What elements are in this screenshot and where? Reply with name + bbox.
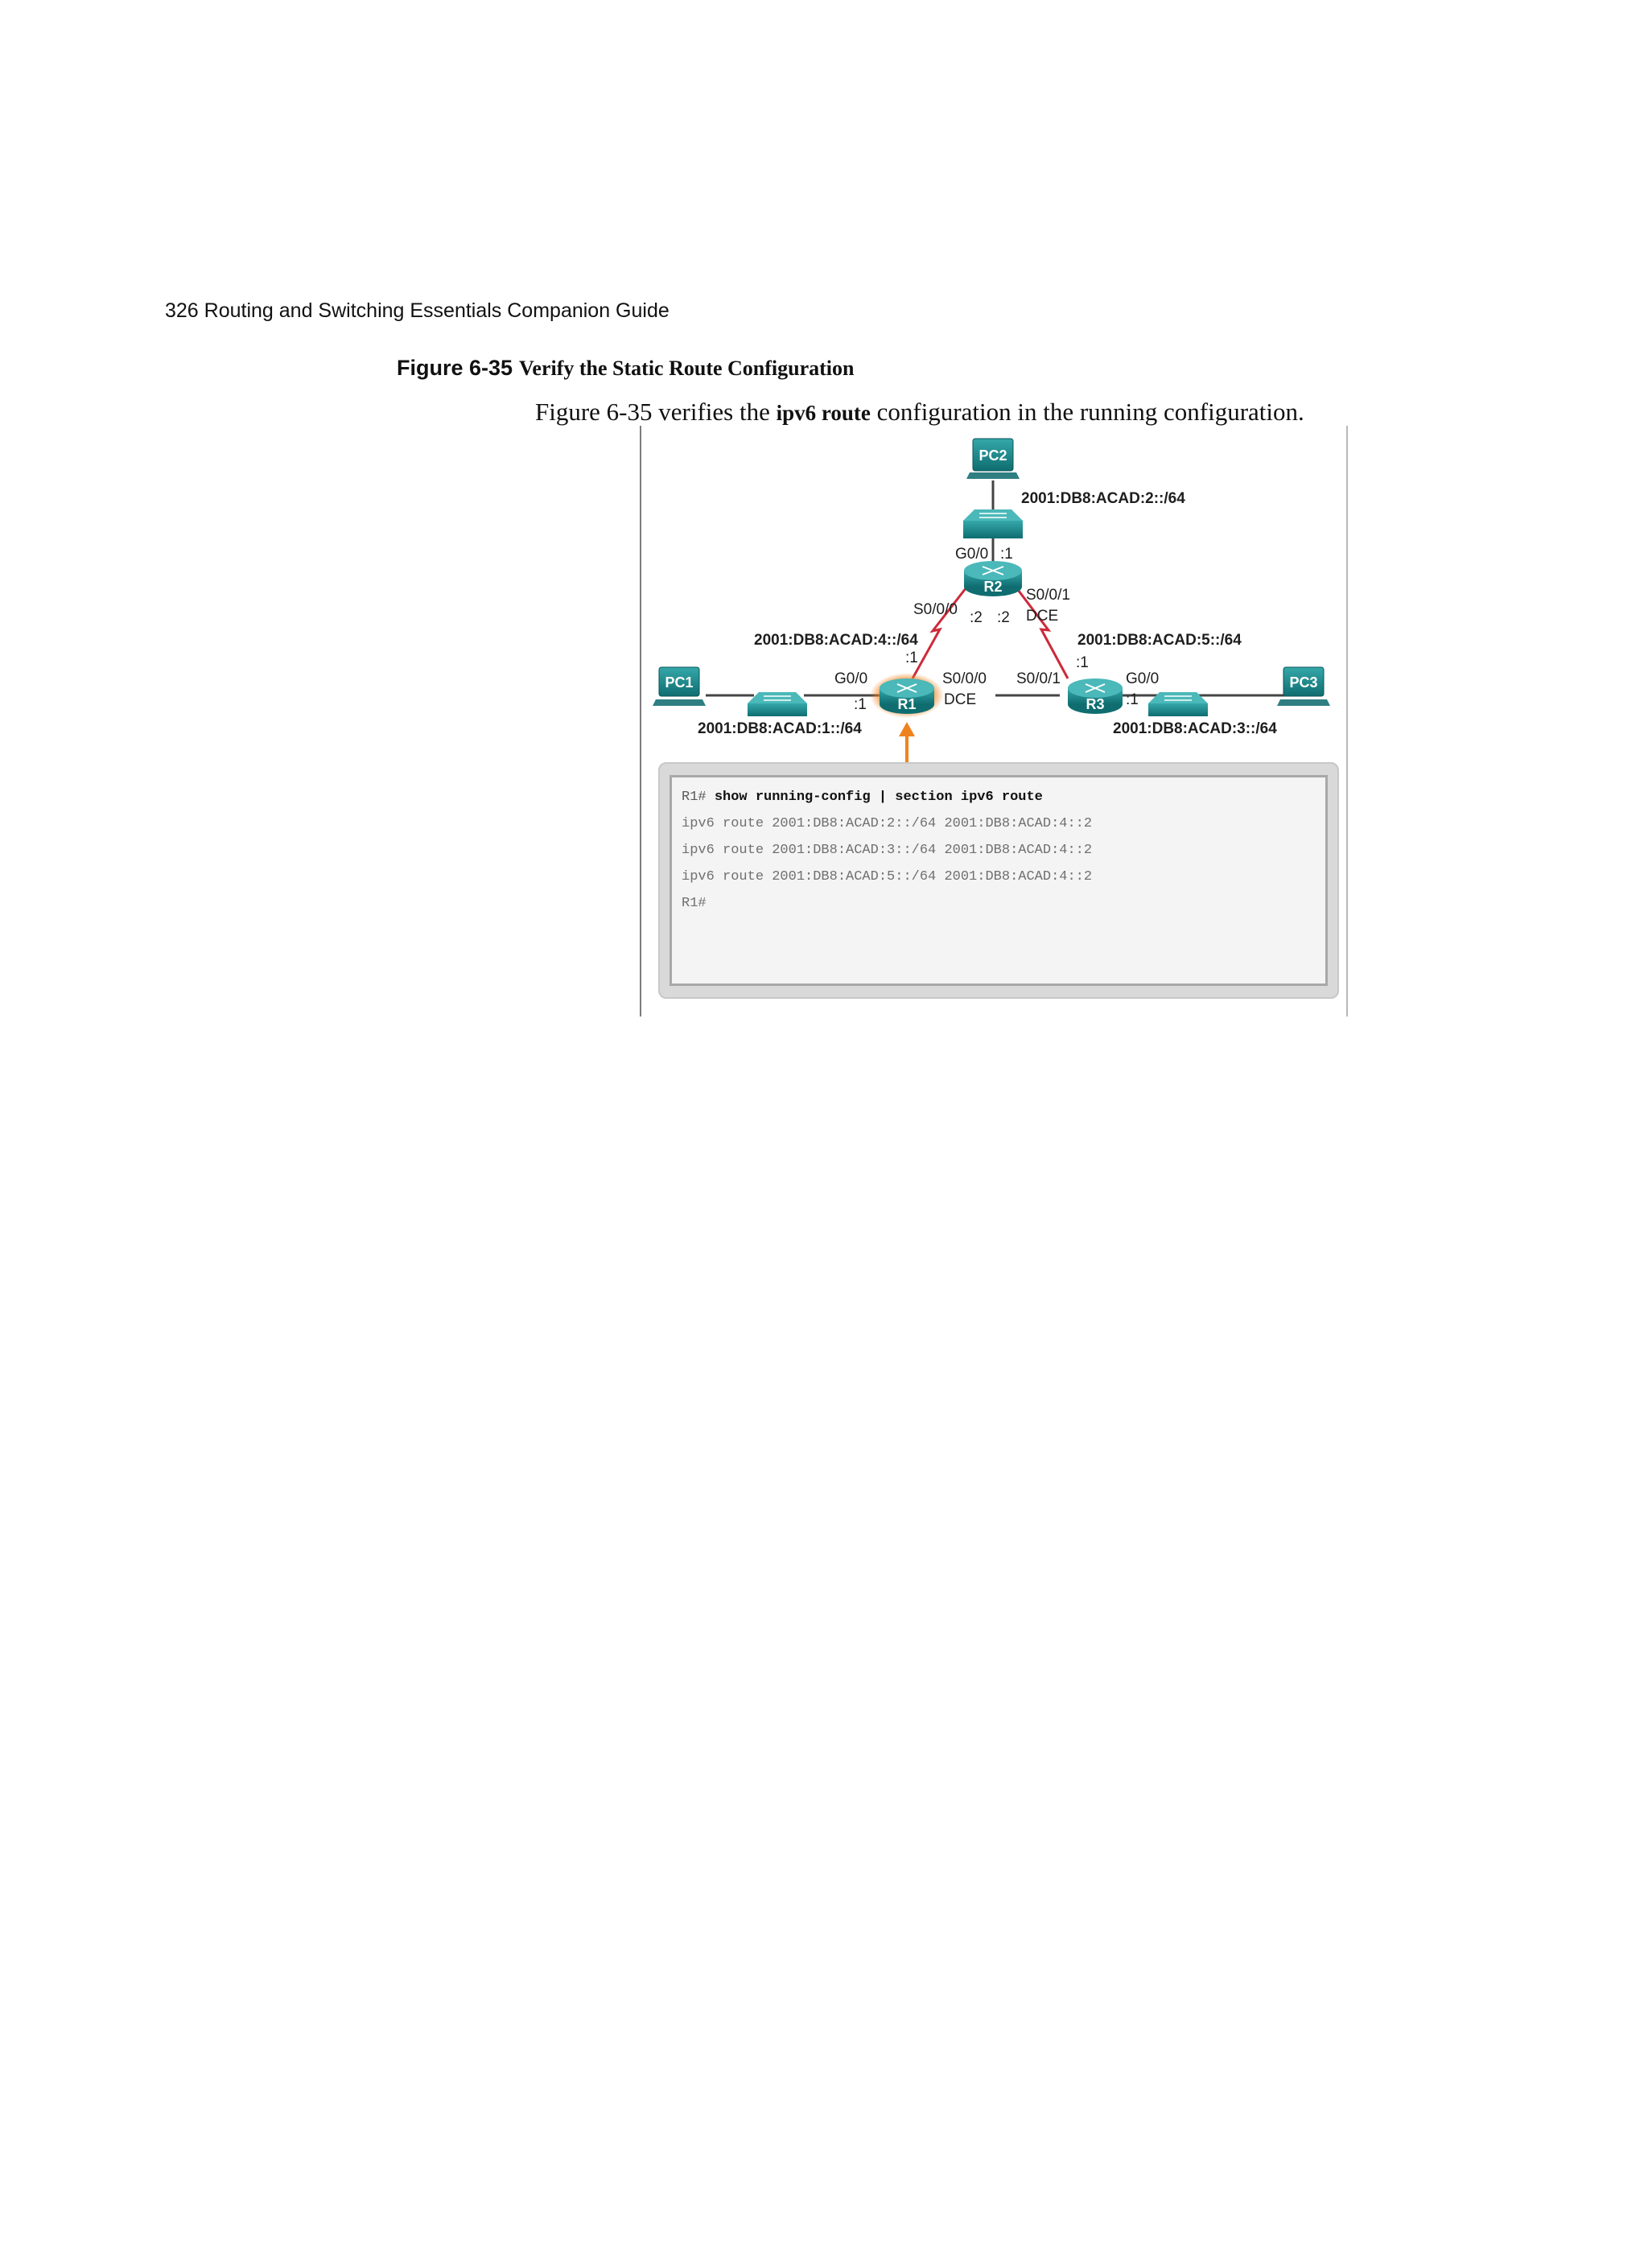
pc3-label: PC3: [1289, 674, 1318, 691]
cli-prompt: R1#: [682, 790, 707, 805]
cli-output-line: ipv6 route 2001:DB8:ACAD:2::/64 2001:DB8:ACAD:4::2: [682, 816, 1093, 831]
running-head: 326 Routing and Switching Essentials Companion Guide: [165, 299, 670, 322]
r1-dce-label: DCE: [944, 691, 977, 708]
cli-output-line: ipv6 route 2001:DB8:ACAD:3::/64 2001:DB8:ACAD:4::2: [682, 843, 1093, 858]
topology-figure: [640, 426, 1348, 1016]
r2-s000-host: :2: [970, 609, 983, 626]
r2-g00-label: G0/0: [955, 546, 989, 563]
cli-command: show running-config | section ipv6 route: [714, 790, 1043, 805]
body-paragraph: [535, 398, 1304, 427]
serial-link-r1-r2: [913, 577, 974, 678]
switch-icon: [748, 692, 807, 716]
body-text-after: configuration in the running configuration.: [870, 398, 1304, 426]
network-label-2: 2001:DB8:ACAD:2::/64: [1021, 490, 1185, 507]
network-label-3: 2001:DB8:ACAD:3::/64: [1113, 720, 1277, 737]
r2-s000-label: S0/0/0: [913, 601, 958, 618]
r2-label: R2: [983, 579, 1003, 595]
cli-panel: [658, 762, 1339, 999]
switch-icon: [963, 509, 1023, 538]
r1-g00-host: :1: [854, 696, 867, 713]
switch-icon: [1148, 692, 1208, 716]
r2-g00-host: :1: [1000, 546, 1013, 563]
cli-command-line: [682, 784, 1316, 810]
figure-caption: [397, 356, 855, 381]
r3-router-icon: [1068, 678, 1123, 714]
pc1-icon: [653, 667, 706, 706]
network-label-5: 2001:DB8:ACAD:5::/64: [1077, 632, 1242, 649]
figure-title: Verify the Static Route Configuration: [519, 357, 855, 380]
r1-router-icon: [870, 673, 944, 718]
cli-output-line: ipv6 route 2001:DB8:ACAD:5::/64 2001:DB8:ACAD:4::2: [682, 869, 1093, 885]
network-label-1: 2001:DB8:ACAD:1::/64: [698, 720, 862, 737]
pc1-label: PC1: [665, 674, 694, 691]
pc2-label: PC2: [978, 447, 1007, 464]
r2-dce-label: DCE: [1026, 608, 1059, 625]
arrow-up-icon: [899, 722, 915, 762]
r3-s001-host: :1: [1076, 654, 1089, 671]
cli-output: [670, 775, 1328, 986]
body-keyword: ipv6 route: [776, 401, 871, 425]
r3-label: R3: [1086, 696, 1105, 712]
r1-s000-label: S0/0/0: [942, 670, 987, 687]
r2-s001-host: :2: [997, 609, 1010, 626]
body-text-before: Figure 6-35 verifies the: [535, 398, 777, 426]
r2-router-icon: [964, 561, 1022, 596]
r3-s001-label: S0/0/1: [1016, 670, 1061, 687]
r3-g00-host: :1: [1126, 691, 1139, 708]
network-label-4: 2001:DB8:ACAD:4::/64: [754, 632, 918, 649]
pc3-icon: [1277, 667, 1330, 706]
r1-g00-label: G0/0: [834, 670, 868, 687]
r3-g00-label: G0/0: [1126, 670, 1160, 687]
figure-number: Figure 6-35: [397, 356, 513, 380]
pc2-icon: [966, 439, 1020, 479]
r1-label: R1: [897, 696, 917, 712]
r2-s001-label: S0/0/1: [1026, 587, 1070, 604]
cli-final-prompt: R1#: [682, 896, 707, 911]
r1-s000-host: :1: [905, 649, 918, 666]
